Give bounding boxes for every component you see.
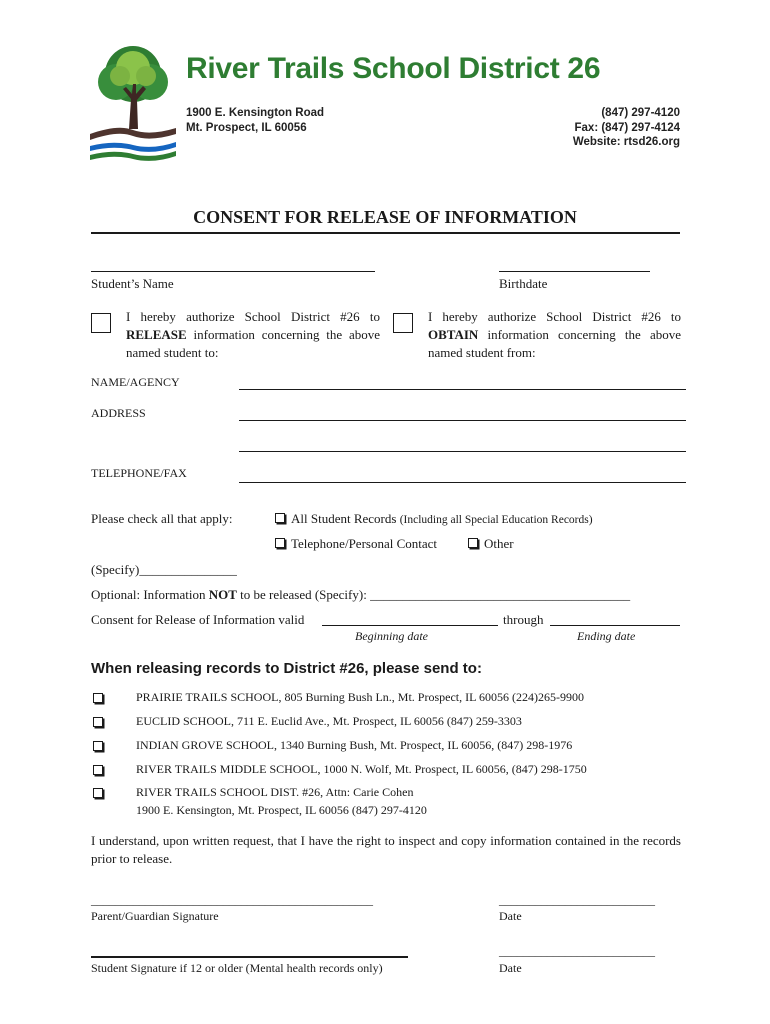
student-name-label: Student’s Name [91,276,174,291]
check-all-label: Please check all that apply: [91,511,233,526]
address-field-line-1[interactable] [239,420,686,421]
parent-signature-label: Parent/Guardian Signature [91,909,219,923]
tree-logo-icon [88,44,178,166]
option-all-records[interactable]: All Student Records (Including all Special Education Records) [275,511,593,527]
name-agency-label: NAME/AGENCY [91,375,180,389]
date-label-2: Date [499,961,522,975]
telephone-fax-label: TELEPHONE/FAX [91,466,187,480]
option-other[interactable]: Other [468,536,514,552]
checkbox-icon [93,741,103,751]
checkbox-icon [93,717,103,727]
title-rule [91,232,680,234]
beginning-date-field[interactable] [322,625,498,626]
student-signature-label: Student Signature if 12 or older (Mental health records only) [91,961,383,975]
form-title: CONSENT FOR RELEASE OF INFORMATION [193,207,577,227]
checkbox-icon [93,765,103,775]
valid-dates-row: Consent for Release of Information valid [91,612,305,627]
telephone-fax-field[interactable] [239,482,686,483]
ending-date-label: Ending date [577,629,636,643]
checkbox-icon [93,788,103,798]
student-signature-field[interactable] [91,956,408,958]
specify-field[interactable]: (Specify)_______________ [91,562,237,577]
telephone-checkbox[interactable] [275,538,285,548]
option-telephone[interactable]: Telephone/Personal Contact [275,536,437,552]
address-label: ADDRESS [91,406,146,420]
address-line-1: 1900 E. Kensington Road [186,107,325,119]
name-agency-field[interactable] [239,389,686,390]
optional-not-released[interactable]: Optional: Information NOT to be released (Specify): ________________________________________ [91,587,631,602]
date-field-1[interactable]: __________________________ [499,893,655,907]
district-address [186,106,324,136]
birthdate-label: Birthdate [499,276,548,291]
website: Website: rtsd26.org [572,136,680,148]
date-label-1: Date [499,909,522,923]
address-field-line-2[interactable] [239,451,686,452]
district-name: River Trails School District 26 [186,52,601,85]
send-to-heading: When releasing records to District #26, please send to: [91,660,482,677]
obtain-checkbox[interactable] [393,313,413,333]
date-field-2[interactable]: __________________________ [499,944,655,958]
phone: (847) 297-4120 [601,107,680,119]
obtain-statement: I hereby authorize School District #26 to OBTAIN information concerning the above named student from: [428,309,681,360]
ending-date-field[interactable] [550,625,680,626]
other-checkbox[interactable] [468,538,478,548]
beginning-date-label: Beginning date [355,629,428,643]
birthdate-field[interactable] [499,271,650,272]
parent-signature-field[interactable]: _______________________________________________ [91,893,373,907]
fax: Fax: (847) 297-4124 [574,121,680,134]
address-line-2: Mt. Prospect, IL 60056 [186,122,307,134]
rights-statement: I understand, upon written request, that I have the right to inspect and copy information contained in the records prior to release. [91,833,681,866]
release-statement: I hereby authorize School District #26 to RELEASE information concerning the above named student to: [126,309,380,360]
all-records-checkbox[interactable] [275,513,285,523]
district-contact [573,106,680,150]
release-checkbox[interactable] [91,313,111,333]
checkbox-icon [93,693,103,703]
through-label: through [503,612,544,627]
student-name-field[interactable] [91,271,375,272]
